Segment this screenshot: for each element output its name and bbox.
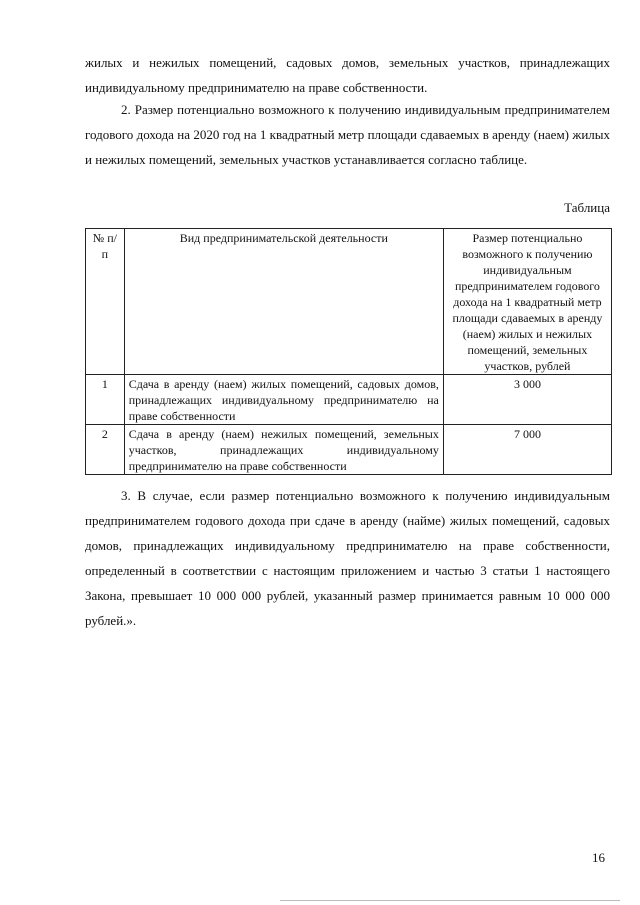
row-amount: 3 000: [443, 375, 611, 425]
header-activity: Вид предпринимательской деятельности: [124, 229, 443, 375]
scan-artifact-line: [280, 900, 620, 901]
table-row: [86, 425, 612, 475]
row-activity: Сдача в аренду (наем) жилых помещений, садовых домов, принадлежащих индивидуальному предпринимателю на праве собственности: [124, 375, 443, 425]
header-num: № п/п: [86, 229, 125, 375]
paragraph-2: 2. Размер потенциально возможного к получению индивидуальным предпринимателем годового дохода на 2020 год на 1 квадратный метр площади сдаваемых в аренду (наем) жилых и нежилых помещений, земельных участков устанавливается согласно таблице.: [85, 102, 610, 167]
page-number: 16: [592, 850, 605, 865]
row-num: 1: [86, 375, 125, 425]
paragraph-3: 3. В случае, если размер потенциально возможного к получению индивидуальным предпринимателем годового дохода при сдаче в аренду (найме) жилых помещений, садовых домов, принадлежащих индивидуальному предпринимателю на праве собственности, определенный в соответствии с настоящим приложением и частью 3 статьи 1 настоящего Закона, превышает 10 000 000 рублей, указанный размер принимается равным 10 000 000 рублей.».: [85, 488, 610, 628]
table-row: [86, 375, 612, 425]
paragraph-continuation: жилых и нежилых помещений, садовых домов, земельных участков, принадлежащих индивидуальному предпринимателю на праве собственности.: [85, 55, 610, 95]
table-header-row: [86, 229, 612, 375]
row-activity: Сдача в аренду (наем) нежилых помещений, земельных участков, принадлежащих индивидуальному предпринимателю на праве собственности: [124, 425, 443, 475]
income-table: [85, 228, 612, 475]
header-amount: Размер потенциально возможного к получению индивидуальным предпринимателем годового дохода на 1 квадратный метр площади сдаваемых в аренду (наем) жилых и нежилых помещений, земельных участков, рублей: [443, 229, 611, 375]
table-caption: Таблица: [564, 200, 610, 215]
row-num: 2: [86, 425, 125, 475]
row-amount: 7 000: [443, 425, 611, 475]
